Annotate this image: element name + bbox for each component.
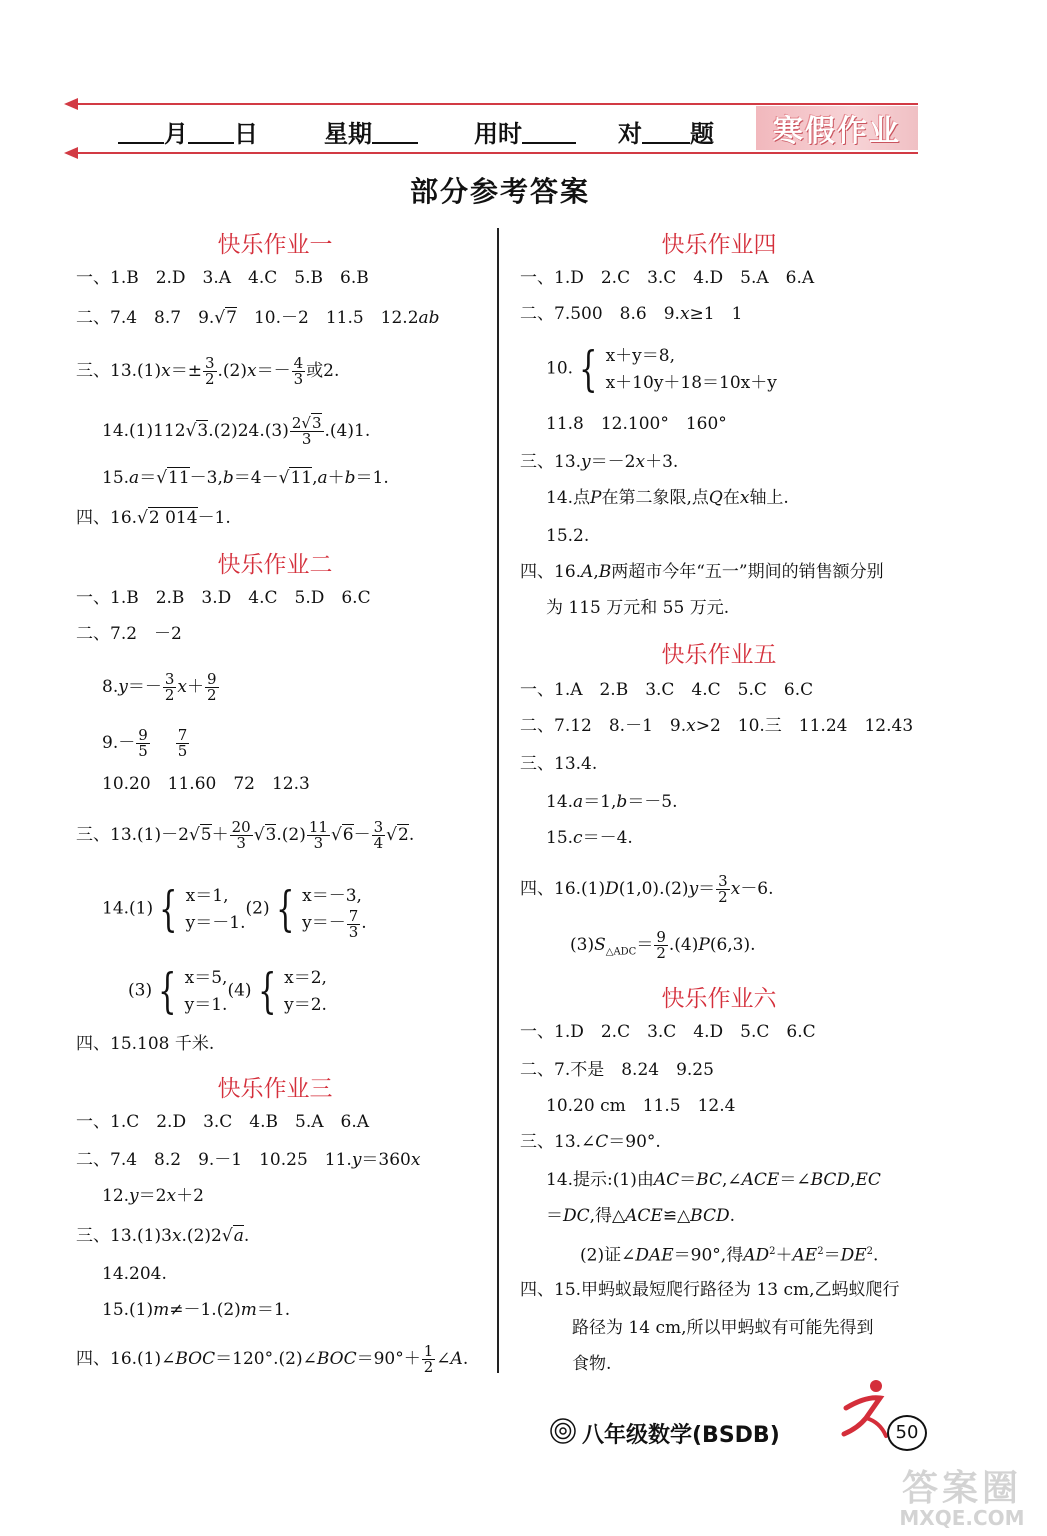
text: y＝－ [302,912,346,933]
text: ＝－ [256,361,291,381]
fraction [203,356,217,387]
text: . [462,1349,469,1369]
text: ＝－2 [590,452,636,472]
text: (2)证∠ [580,1245,636,1266]
sqrt-arg: 5 [200,825,212,845]
watermark-top: 答案圈 [901,1468,1022,1509]
eq: y＝2. [284,994,327,1015]
sqrt-arg: a [233,1226,244,1246]
month-blank [118,142,164,144]
section-title-1: 快乐作业一 [217,232,333,258]
text: ＝－4. [582,828,633,848]
weekday-label: 星期 [324,120,372,148]
den: 3 [293,370,304,388]
var: b [616,792,628,812]
var: m [240,1300,257,1320]
num: 3 [373,818,384,836]
var: DAE [635,1245,674,1266]
var: S [594,935,606,955]
var: x [177,677,187,697]
text: －6. [740,879,774,899]
text: ＝120°.(2)∠ [215,1349,317,1369]
var: D [605,879,619,899]
sqrt-arg: 3 [311,414,322,432]
text: . [872,1245,879,1266]
text: 12. [102,1186,130,1206]
fraction [347,907,361,941]
var: x [247,361,257,381]
answer-line [102,1186,204,1206]
answer-line: 四、16.√2 014－1. [76,508,231,528]
sqrt-arg: 7 [226,308,237,328]
num: 20 [231,818,251,836]
text: .(4) [668,935,699,955]
den: 2 [206,686,217,704]
text: ＝2 [138,1186,167,1206]
text: 二、7.500 8.6 9. [520,304,680,324]
answer-line [76,1344,468,1375]
text: 14.提示:(1)由 [546,1170,654,1190]
answer-line: 三、13.(1)－2√5＋ $\frac{20}{3}$ √3.(2) $\frac{11}{3}$ √6－ $\frac{3}{4}$ √2. [76,818,415,852]
num: 9 [138,726,148,744]
text: ＝90°＋ [356,1349,421,1369]
time-field [474,114,576,149]
correct-label: 对 [618,120,642,148]
var: DC [563,1206,590,1226]
eq [302,907,367,941]
text: (6,3). [709,935,756,955]
text: 三、13. [520,452,582,472]
var: P [698,935,710,955]
var: a [129,468,140,488]
text: ＝ [698,879,716,899]
book-title: 八年级数学(BSDB) [582,1423,780,1448]
fraction [176,728,190,759]
num: 11 [308,818,328,836]
sqrt-arg: 3 [197,421,209,441]
answer-line [546,1170,881,1190]
den: 3 [348,923,359,941]
text: －1. [197,508,231,528]
eq: x＝1, [185,885,229,906]
answer-line [546,1206,735,1226]
text: ＝ [546,1206,563,1226]
column-divider [497,228,499,1373]
text: ＝ [139,468,157,488]
answer-line: 四、15.甲蚂蚁最短爬行路径为 13 cm,乙蚂蚁爬行 [520,1280,900,1300]
answer-line: 三、13.(1)3x.(2)2√a. [76,1226,250,1246]
section-title-2: 快乐作业二 [217,552,333,578]
equation-system: { x＝2, y＝2. [257,963,327,1019]
text: ,∠ [721,1170,742,1190]
answer-line: 一、1.A 2.B 3.C 4.C 5.C 6.C [520,680,814,700]
var: c [573,828,583,848]
fraction [163,672,177,703]
text: 四、16. [520,562,582,582]
fraction [290,416,324,447]
var: BOC [316,1349,357,1369]
var: y [581,452,591,472]
section-title-6: 快乐作业六 [661,986,777,1012]
correct-blank [642,142,690,144]
var: a [573,792,584,812]
text: ＝∠ [779,1170,811,1190]
answer-line [520,562,884,582]
text: ＝360 [361,1150,411,1170]
var: x [679,304,690,324]
sqrt-arg: 11 [168,468,190,488]
den: 2 [656,944,666,962]
text: ＝90°,得 [673,1245,744,1266]
answer-line [546,828,633,848]
text: 14.(1)112 [102,421,186,441]
time-blank [522,142,576,144]
answer-line: 二、7.2 －2 [76,624,182,644]
answer-line: 食物. [572,1354,612,1374]
text: 15. [546,828,574,848]
answer-line: 二、7.4 8.7 9.√7 10.－2 11.5 12.2ab [76,308,440,328]
text: 二、7.4 8.2 9.－1 10.25 11. [76,1150,352,1170]
fraction [716,874,730,905]
coef: 2 [291,414,302,432]
var: BCD [810,1170,851,1190]
answer-line [128,964,327,1018]
eq: y＝－1. [185,912,246,933]
text: , [850,1170,856,1190]
answer-line: 四、15.108 千米. [76,1034,215,1054]
text: ＝ [636,935,654,955]
fraction [307,820,330,851]
text: 四、16. [76,508,138,528]
eq: x＝5, [184,967,228,988]
text: ≌△ [662,1206,691,1226]
den: 2 [718,888,728,906]
answer-line: 15.2. [546,526,590,546]
section-title-5: 快乐作业五 [661,642,777,668]
sqrt-arg: 6 [342,825,354,845]
answer-line [570,930,756,962]
var: ACE [625,1206,663,1226]
section-title-3: 快乐作业三 [217,1076,333,1102]
text: 两超市今年“五一”期间的销售额分别 [611,562,884,582]
answer-line: 14.204. [102,1264,167,1284]
fraction [654,930,668,961]
sqrt-arg: 2 014 [148,508,198,528]
var: AD [743,1245,770,1266]
var: ab [418,308,440,328]
header-fields [118,114,738,150]
answer-line: 为 115 万元和 55 万元. [546,598,730,618]
text: 10. [546,358,574,379]
fraction [292,356,306,387]
text: 在第二象限,点 [601,488,709,508]
text: .(2) [217,361,247,381]
var: x [730,879,741,899]
answer-line: 10.20 cm 11.5 12.4 [546,1096,736,1116]
section-title-4: 快乐作业四 [661,232,777,258]
var: x [171,1226,182,1246]
text: .(2)2 [181,1226,222,1246]
text: ＝1, [583,792,617,812]
text: >2 10.三 11.24 12.43 [695,716,914,736]
den: 5 [177,742,188,760]
num: 3 [718,872,728,890]
sqrt-arg: 11 [290,468,313,488]
text: 14. [546,792,574,812]
text: 四、16.(1)∠ [76,1349,176,1369]
equation-system: { x＋y＝8, x＋10y＋18＝10x＋y [579,341,777,397]
answer-line: 三、13.4. [520,754,598,774]
var: x [166,1186,177,1206]
answer-line [102,672,220,703]
text: ＋2 [176,1186,204,1206]
den: 2 [164,686,175,704]
text: (3) [128,980,153,1001]
eq: x＋10y＋18＝10x＋y [605,372,777,393]
sqrt-arg: 2 [398,825,409,845]
answer-line [546,792,678,812]
text: 8. [102,677,119,697]
answer-line [76,1150,420,1170]
num: 3 [164,670,175,688]
text: ＝4－ [233,468,279,488]
eq: y＝1. [184,994,228,1015]
month-label: 月 [164,120,188,148]
text: ＝－ [127,677,162,697]
answer-line: 15.a＝√11－3,b＝4－√11,a＋b＝1. [102,468,389,488]
text: , [312,468,318,488]
page-number: 50 [887,1415,927,1451]
answer-line [102,881,367,941]
text: 二、7.12 8.－1 9. [520,716,687,736]
text: ＝90°. [608,1132,661,1152]
var: B [598,562,612,582]
answer-line [102,728,190,759]
text: ＝－5. [627,792,678,812]
text: (3) [570,935,595,955]
answer-line [76,356,339,387]
superscript: 2 [769,1246,776,1257]
text: ≠－1.(2) [169,1300,241,1320]
answer-line [520,716,913,736]
var: b [222,468,234,488]
text: － [353,825,371,845]
num: 2√3 [291,414,322,432]
num: 9 [206,670,217,688]
text: .(2) [276,825,306,845]
var: b [344,468,356,488]
var: C [595,1132,609,1152]
den: 4 [373,834,384,852]
text: ＋ [327,468,345,488]
day-label: 日 [234,120,258,148]
correct-field [618,114,714,149]
num: 4 [293,354,304,372]
var: Q [708,488,723,508]
answer-line: 一、1.C 2.D 3.C 4.B 5.A 6.A [76,1112,370,1132]
text: ＋ [186,677,204,697]
var: A [450,1349,463,1369]
var: P [590,488,602,508]
text: ∠ [436,1349,451,1369]
den: 3 [313,834,324,852]
text: 三、13.(1)3 [76,1226,172,1246]
den: 2 [423,1358,434,1376]
watermark-bottom: MXQE.COM [899,1506,1025,1530]
var: x [161,361,171,381]
var: EC [855,1170,881,1190]
sqrt-arg: 3 [265,825,277,845]
text: ≥1 1 [689,304,743,324]
text: 三、13.∠ [520,1132,596,1152]
text: , [593,562,599,582]
answer-line: 11.8 12.100° 160° [546,414,727,434]
den: 5 [138,742,148,760]
answer-line: 一、1.D 2.C 3.C 4.D 5.C 6.C [520,1022,816,1042]
text: ＋ [775,1245,793,1266]
superscript: 2 [817,1246,824,1257]
text: ＝ [679,1170,697,1190]
var: x [635,452,646,472]
eq: x＝2, [284,967,327,988]
var: AE [792,1245,818,1266]
var: AC [653,1170,680,1190]
answer-line: 一、1.B 2.B 3.D 4.C 5.D 6.C [76,588,371,608]
header-top-line [68,103,918,105]
subscript: △ADC [605,946,637,958]
num: 9 [656,928,666,946]
num: 7 [177,726,188,744]
text: ＝1. [256,1300,291,1320]
text: . [361,912,367,933]
text: 9.－ [102,733,136,753]
var: y [351,1150,362,1170]
text: 14.(1) [102,898,154,919]
var: y [688,879,699,899]
fraction [230,820,253,851]
num: 7 [348,907,359,925]
text: ＋ [211,825,229,845]
text: .(4)1. [324,421,371,441]
answer-line [546,342,777,396]
num: 3 [204,354,215,372]
answer-line [520,874,774,905]
weekday-field [324,114,418,149]
text: 14.点 [546,488,591,508]
watermark [882,1460,1042,1532]
text: (2) [245,898,270,919]
text: ＋3. [645,452,679,472]
text: 或2. [306,361,340,381]
answer-line: 一、1.B 2.D 3.A 4.C 5.B 6.B [76,268,369,288]
answer-line: 二、7.不是 8.24 9.25 [520,1060,714,1080]
var: x [686,716,696,736]
text: ＝1. [355,468,389,488]
text: 三、13.(1) [76,361,162,381]
text: ＝± [170,361,202,381]
var: DE [840,1245,867,1266]
text: . [729,1206,736,1226]
fraction [205,672,219,703]
var: a [317,468,328,488]
var: BOC [175,1349,216,1369]
eq: x＝－3, [302,885,362,906]
answer-line [520,304,742,324]
text: －3, [189,468,223,488]
text: 15.(1) [102,1300,154,1320]
date-field [118,114,258,149]
time-label: 用时 [474,120,522,148]
var: A [581,562,594,582]
winter-homework-badge: 寒假作业 [756,106,918,150]
text: .(2)24.(3) [208,421,289,441]
question-label: 题 [690,120,714,148]
var: x [410,1150,421,1170]
var: BCD [690,1206,730,1226]
text: . [243,1226,250,1246]
answer-line: 10.20 11.60 72 12.3 [102,774,310,794]
var: ACE [741,1170,780,1190]
text: 二、7.4 8.7 9. [76,308,215,328]
fraction [422,1344,436,1375]
text: 四、16.(1) [520,879,606,899]
text: ＝ [823,1245,841,1266]
answer-line: 路径为 14 cm,所以甲蚂蚁有可能先得到 [572,1318,874,1338]
num: 1 [423,1342,434,1360]
var: y [118,677,128,697]
text: 轴上. [749,488,789,508]
den: 2 [204,370,215,388]
day-blank [188,142,234,144]
answer-line [520,1132,661,1152]
answer-line [102,1300,290,1320]
fraction [372,820,386,851]
fraction [136,728,150,759]
answer-line: 一、1.D 2.C 3.C 4.D 5.A 6.A [520,268,815,288]
text: 15. [102,468,130,488]
var: y [129,1186,139,1206]
var: m [153,1300,170,1320]
answer-line [520,452,678,472]
header-bottom-line [68,152,918,154]
weekday-blank [372,142,418,144]
equation-system: { x＝1, y＝－1. [159,881,246,937]
text: (1,0).(2) [618,879,689,899]
den: 3 [236,834,246,852]
text: . [408,825,415,845]
answer-line: 14.(1)112√3.(2)24.(3) $\frac{2√3}{3}$ .(4)1. [102,414,371,448]
answer-line [580,1242,878,1266]
superscript: 2 [866,1246,873,1257]
var: BC [696,1170,722,1190]
text: 在 [722,488,740,508]
eq: x＋y＝8, [605,345,676,366]
den: 3 [301,430,312,448]
page-title: 部分参考答案 [409,175,590,208]
spiral-icon [548,1416,578,1446]
var: x [739,488,750,508]
text: 10.－2 11.5 12.2 [236,308,419,328]
text: ,得△ [589,1206,626,1226]
text: 三、13.(1)－2 [76,825,189,845]
equation-system: { x＝－3, y＝－ $\frac{7}{3}$ . [275,881,367,941]
equation-system: { x＝5, y＝1. [158,963,228,1019]
answer-line [546,488,789,508]
text: (4) [227,980,252,1001]
